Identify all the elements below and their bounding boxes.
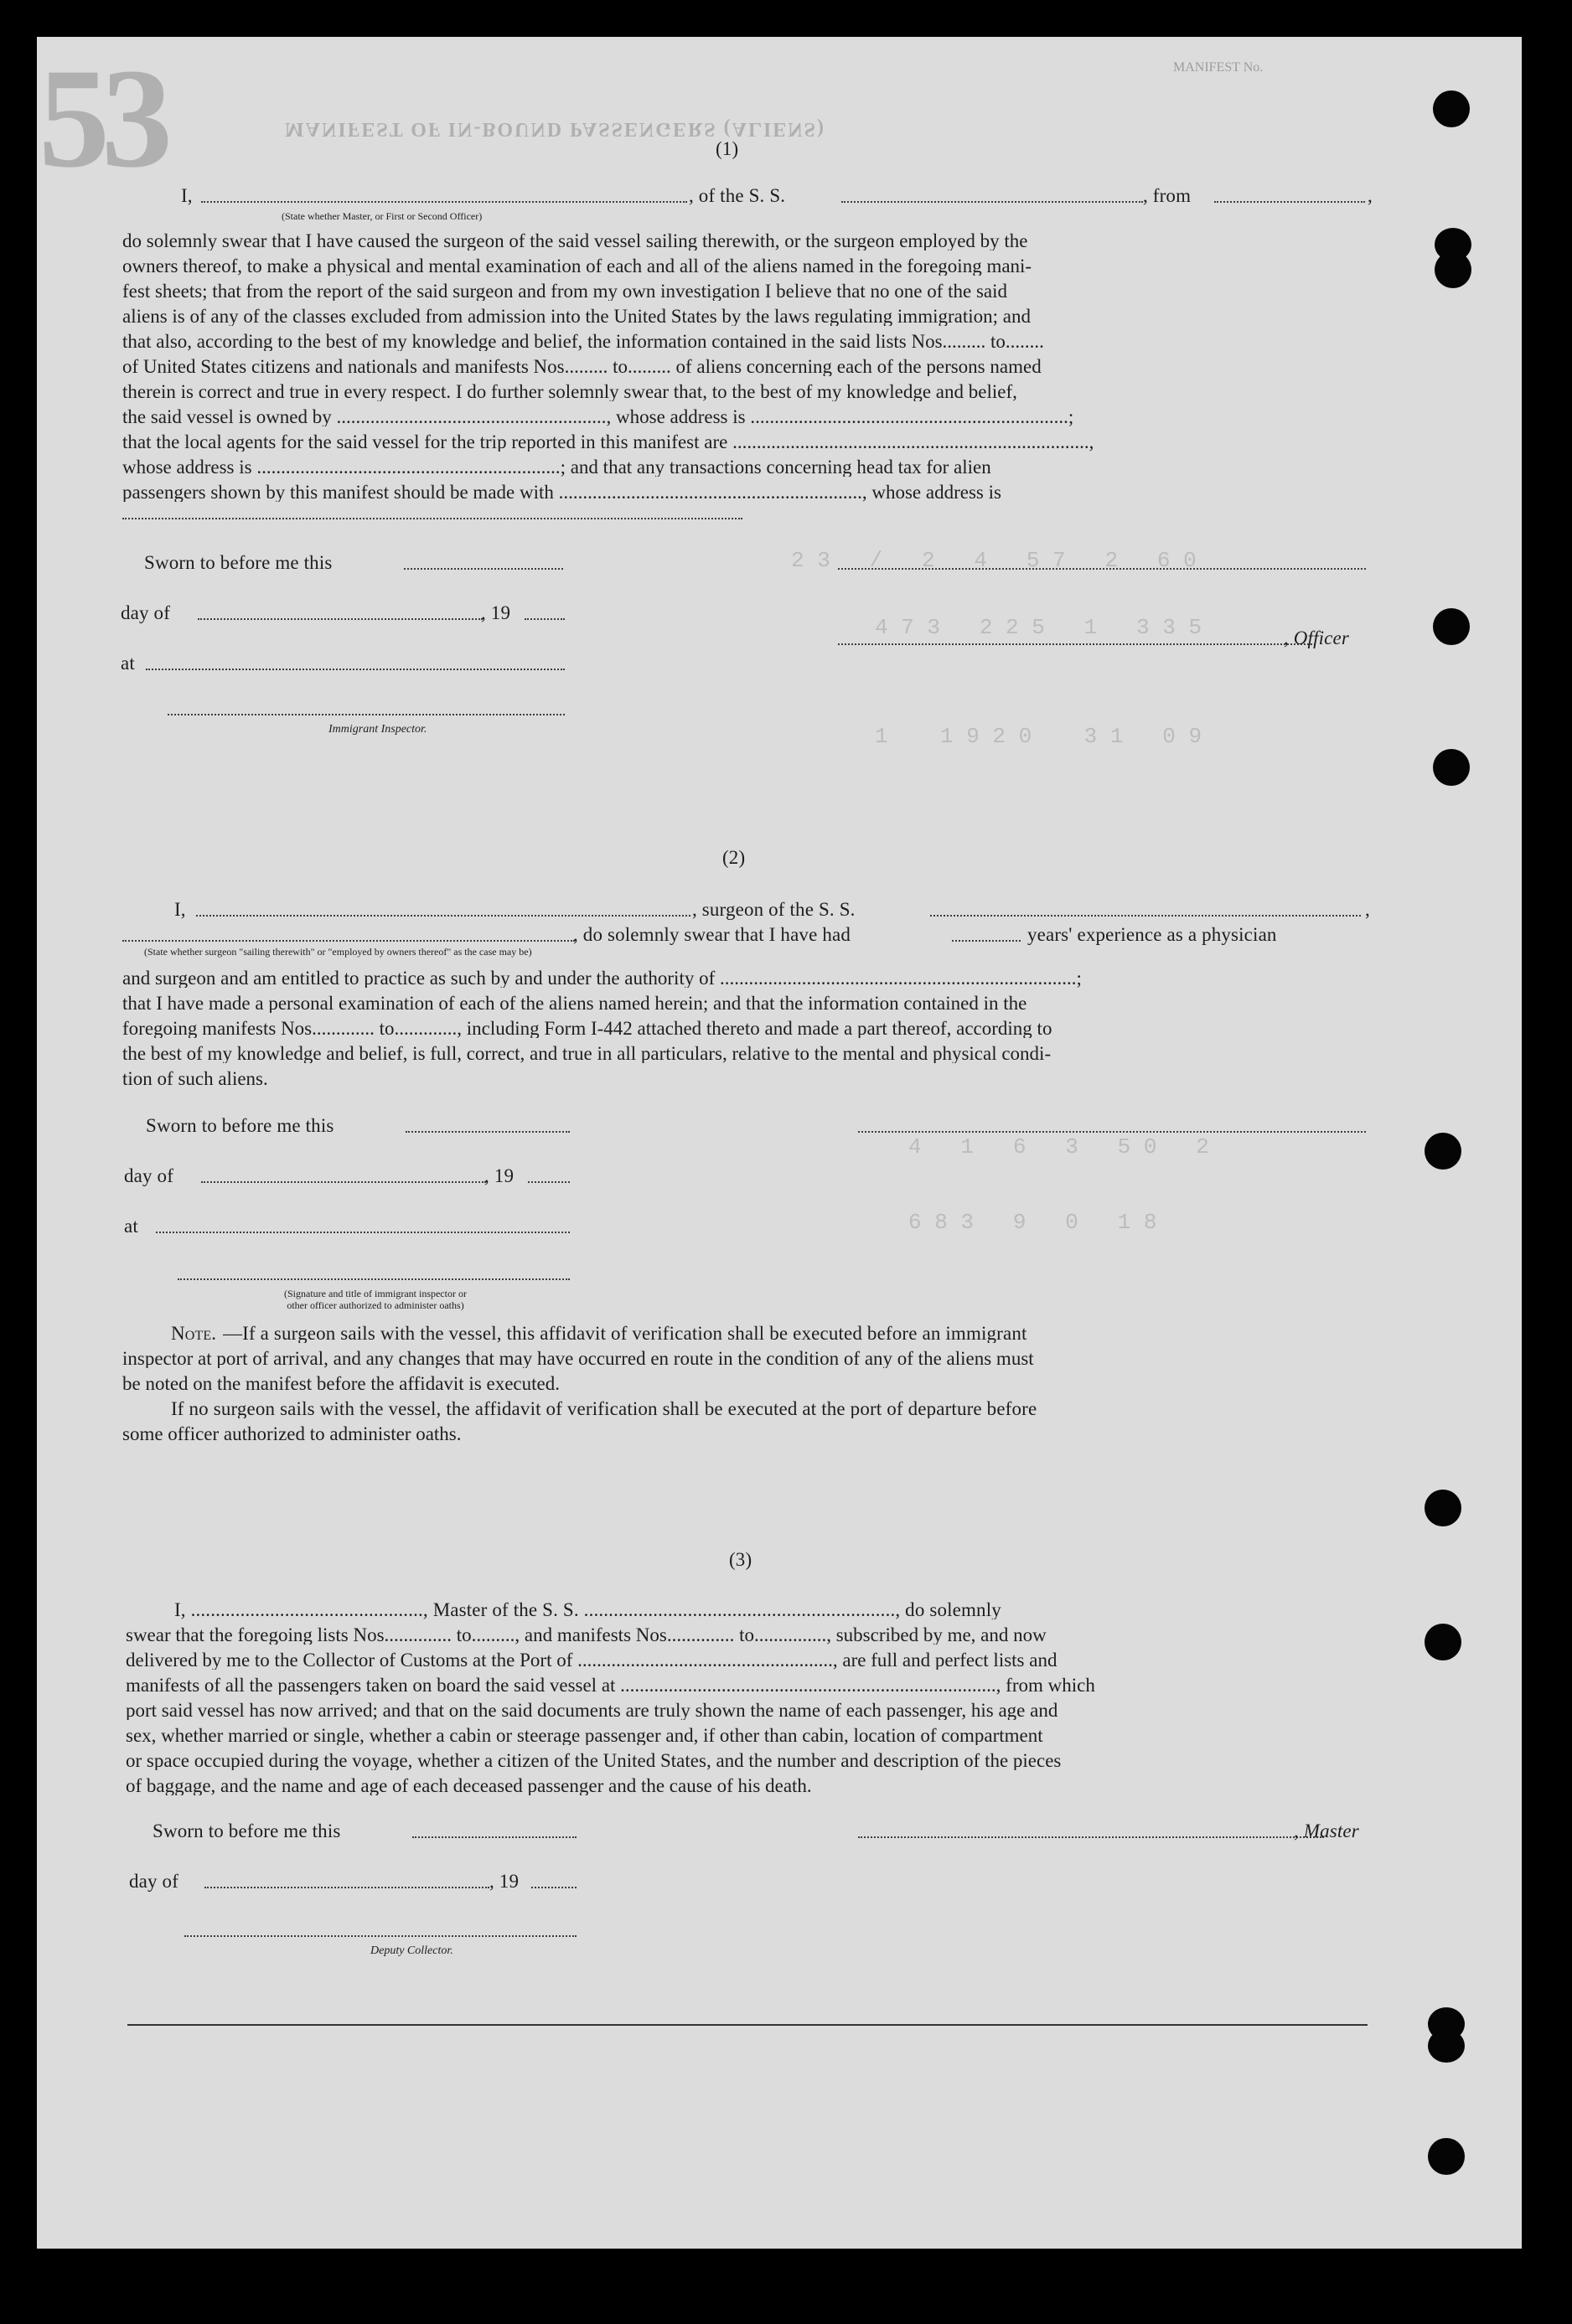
s2-swear: , do solemnly swear that I have had — [573, 924, 851, 945]
s1-officer-sig-blank — [838, 643, 1316, 645]
s2-day-of: day of — [124, 1165, 174, 1186]
s1-sworn-blank — [404, 568, 563, 570]
s1-at: at — [121, 653, 135, 674]
document-page — [37, 37, 1522, 2249]
s1-comma: , — [1368, 185, 1373, 206]
s2-para-line: the best of my knowledge and belief, is full, correct, and true in all particulars, relative to the mental and physical condi- — [122, 1044, 1052, 1063]
s1-para-line: fest sheets; that from the report of the said surgeon and from my own investigation I believe that no one of the said — [122, 281, 1008, 301]
s2-year-blank — [528, 1181, 570, 1183]
s2-para-line: that I have made a personal examination of each of the aliens named herein; and that the information contained in the — [122, 994, 1027, 1013]
s3-deputy: Deputy Collector. — [370, 1944, 453, 1957]
s2-signature-blank — [858, 1131, 1366, 1133]
s2-years: years' experience as a physician — [1027, 924, 1277, 945]
s2-note-line: inspector at port of arrival, and any changes that may have occurred en route in the condition of any of the aliens must — [122, 1349, 1034, 1368]
s2-note-line: some officer authorized to administer oaths. — [122, 1424, 462, 1443]
s1-from-blank — [1214, 201, 1365, 203]
s3-para-line: delivered by me to the Collector of Customs at the Port of ....................................................., are full and perfect lists and — [126, 1650, 1057, 1670]
s2-para-line: foregoing manifests Nos............. to............., including Form I-442 attached thereto and made a part thereof, according to — [122, 1019, 1052, 1038]
s1-para-line: do solemnly swear that I have caused the surgeon of the said vessel sailing therewith, or the surgeon employed by the — [122, 231, 1028, 250]
bleed-through-text: 4 7 3 2 2 5 1 3 3 5 — [875, 615, 1202, 640]
s2-sworn-blank — [406, 1131, 570, 1133]
punch-hole — [1428, 2029, 1465, 2063]
s1-day-blank — [198, 618, 483, 620]
s1-para-line: of United States citizens and nationals and manifests Nos......... to......... of aliens concerning each of the persons named — [122, 357, 1042, 376]
s3-para-line: of baggage, and the name and age of each deceased passenger and the cause of his death. — [126, 1776, 812, 1795]
s2-note-line: be noted on the manifest before the affidavit is executed. — [122, 1374, 560, 1393]
s3-sworn-blank — [412, 1836, 577, 1838]
s1-para-line: owners thereof, to make a physical and mental examination of each and all of the aliens named in the foregoing mani- — [122, 256, 1032, 276]
s1-para-line: aliens is of any of the classes excluded from admission into the United States by the laws regulating immigration; and — [122, 307, 1031, 326]
section-3-number: (3) — [729, 1549, 752, 1570]
bleed-through-text: 4 1 6 3 5 0 2 — [908, 1134, 1209, 1159]
s2-comma: , — [1365, 899, 1370, 920]
s3-para-line: port said vessel has now arrived; and that on the said documents are truly shown the name of each passenger, his age and — [126, 1701, 1058, 1720]
s1-nineteen: , 19 — [481, 602, 511, 623]
s2-note-under: (State whether surgeon "sailing therewith" or "employed by owners thereof" as the case may be) — [144, 946, 532, 958]
bleed-through-text: 6 8 3 9 0 1 8 — [908, 1210, 1157, 1235]
s1-address-blank — [122, 518, 742, 519]
s3-nineteen: , 19 — [489, 1871, 520, 1892]
s2-sig-note-1: (Signature and title of immigrant inspector or — [284, 1288, 467, 1299]
bleed-through-text: 1 1 9 2 0 3 1 0 9 — [875, 724, 1202, 749]
s1-para-line: therein is correct and true in every respect. I do further solemnly swear that, to the best of my knowledge and belief, — [122, 382, 1017, 401]
s2-years-blank — [952, 940, 1021, 942]
s3-master: , Master — [1294, 1820, 1359, 1841]
s2-inspector-sig-blank — [178, 1278, 570, 1280]
s1-of-ss: , of the S. S. — [689, 185, 786, 206]
stamp-title: MANIFEST OF IN-BOUND PASSENGERS (ALIENS) — [285, 118, 825, 140]
s1-year-blank — [525, 618, 565, 620]
s2-note-line: —If a surgeon sails with the vessel, this affidavit of verification shall be executed before an immigrant — [223, 1324, 1027, 1343]
s1-inspector: Immigrant Inspector. — [328, 723, 427, 736]
s2-note-label: Note. — [171, 1323, 217, 1344]
bleed-through-text: 2 3 / 2 4 5 7 2 6 0 — [791, 548, 1197, 573]
s2-surgeon: , surgeon of the S. S. — [692, 899, 856, 920]
s1-para-line: passengers shown by this manifest should be made with ..............................................................., whose address is — [122, 483, 1001, 502]
s2-para-line: and surgeon and am entitled to practice as such by and under the authority of ..........................................................................; — [122, 968, 1082, 988]
s1-day-of: day of — [121, 602, 171, 623]
s2-at: at — [124, 1216, 138, 1237]
s1-sworn: Sworn to before me this — [144, 552, 333, 573]
s2-ship-blank — [930, 915, 1361, 917]
s3-para-line: manifests of all the passengers taken on board the said vessel at .............................................................................., from which — [126, 1676, 1095, 1695]
s2-surgeon-blank — [196, 915, 690, 917]
stamp-big-number: 53 — [39, 39, 164, 197]
s2-sailing-blank — [122, 940, 575, 942]
section-2-number: (2) — [722, 847, 746, 868]
s3-signature-blank — [858, 1836, 1324, 1838]
punch-hole — [1425, 1624, 1461, 1660]
s3-day-of: day of — [129, 1871, 179, 1892]
s1-inspector-sig-blank — [168, 714, 565, 715]
punch-hole — [1435, 251, 1471, 288]
punch-hole — [1425, 1133, 1461, 1170]
s1-para-line: that the local agents for the said vessel for the trip reported in this manifest are .........................................................................., — [122, 432, 1094, 452]
s1-i: I, — [181, 185, 193, 206]
s2-note-line: If no surgeon sails with the vessel, the affidavit of verification shall be executed at the port of departure before — [171, 1399, 1037, 1418]
stamp-manifest-no: MANIFEST No. — [1173, 60, 1264, 75]
s1-officer-blank — [201, 201, 687, 203]
s1-para-line: that also, according to the best of my knowledge and belief, the information contained in the said lists Nos......... to........ — [122, 332, 1044, 351]
s3-sworn: Sworn to before me this — [153, 1820, 341, 1841]
s3-para-line: or space occupied during the voyage, whether a citizen of the United States, and the number and description of the pieces — [126, 1751, 1062, 1770]
s2-sig-note-2: other officer authorized to administer oaths) — [287, 1299, 464, 1311]
s2-i: I, — [174, 899, 186, 920]
s3-day-blank — [204, 1887, 489, 1888]
s2-nineteen: , 19 — [484, 1165, 515, 1186]
s2-at-blank — [156, 1232, 570, 1233]
s1-note-under-i: (State whether Master, or First or Second Officer) — [282, 210, 483, 222]
s1-at-blank — [146, 669, 565, 670]
punch-hole — [1428, 2138, 1465, 2175]
s1-para-line: whose address is ...............................................................; and that any transactions concerning head tax for alien — [122, 457, 991, 477]
s2-sworn: Sworn to before me this — [146, 1115, 334, 1136]
punch-hole — [1433, 608, 1470, 645]
punch-hole — [1425, 1490, 1461, 1526]
s1-officer: , Officer — [1284, 627, 1349, 648]
s1-signature-blank — [838, 568, 1366, 570]
punch-hole — [1433, 90, 1470, 127]
s3-para-line: sex, whether married or single, whether a cabin or steerage passenger and, if other than cabin, location of compartment — [126, 1726, 1043, 1745]
s1-ship-blank — [841, 201, 1143, 203]
s3-para-line: swear that the foregoing lists Nos.............. to........., and manifests Nos.............. to..............., subscribed by me, and now — [126, 1625, 1047, 1645]
s3-year-blank — [531, 1887, 577, 1888]
punch-hole — [1433, 749, 1470, 786]
s2-para-line: tion of such aliens. — [122, 1069, 268, 1088]
section-1-number: (1) — [716, 138, 739, 159]
s2-day-blank — [201, 1181, 486, 1183]
s1-para-line: the said vessel is owned by ........................................................, whose address is ..................................................................; — [122, 407, 1074, 426]
s3-deputy-sig-blank — [184, 1935, 577, 1937]
bottom-rule — [127, 2024, 1368, 2026]
s3-para-line: I, ..............................................., Master of the S. S. ..............................................................., do solemnly — [174, 1600, 1001, 1619]
s1-from: , from — [1143, 185, 1192, 206]
